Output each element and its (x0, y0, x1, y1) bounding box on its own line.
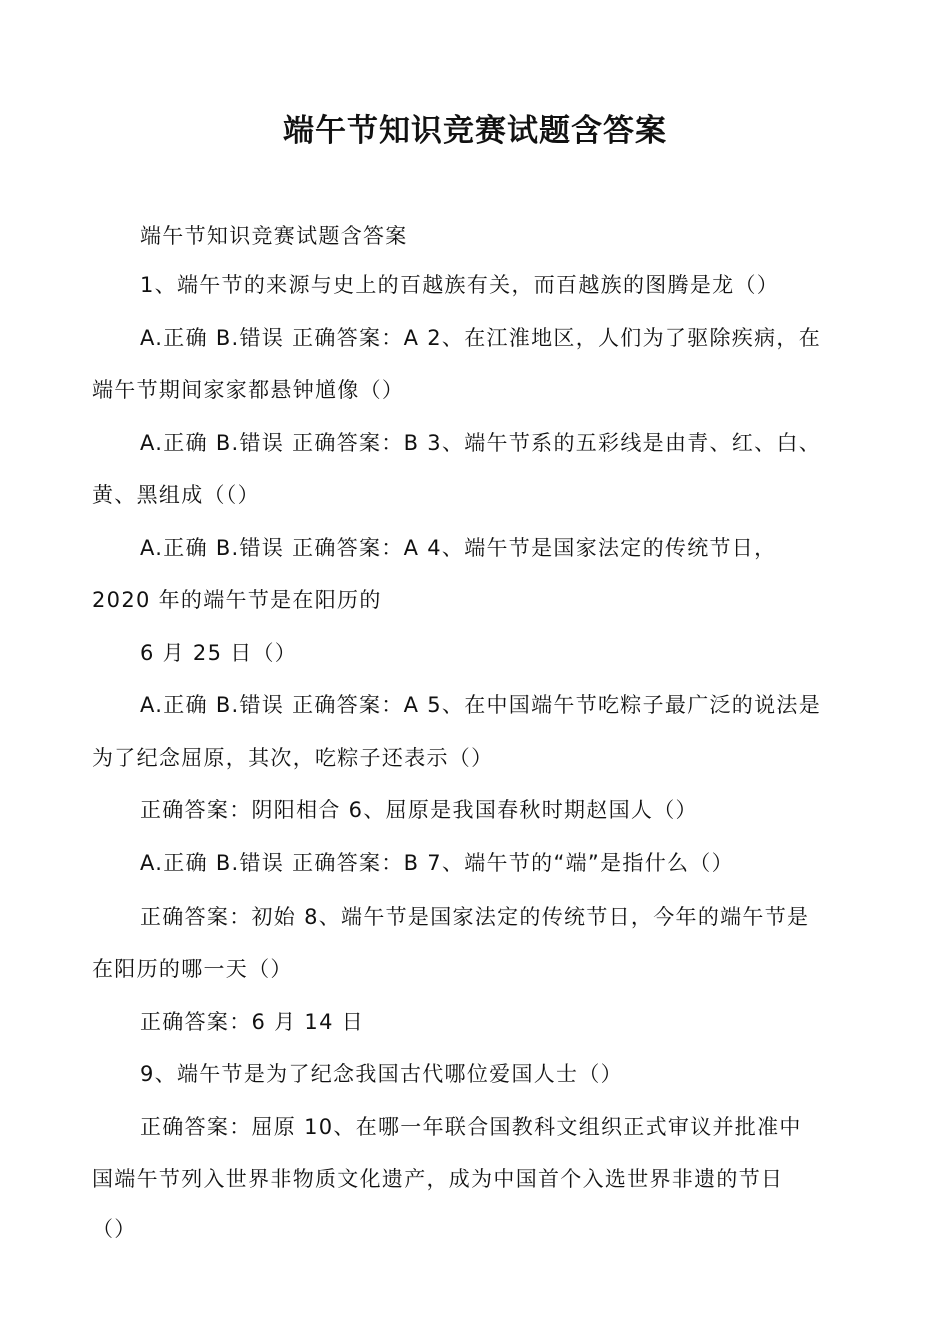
document-title: 端午节知识竞赛试题含答案 (283, 113, 667, 149)
question-9: 9、端午节是为了纪念我国古代哪位爱国人士（） (140, 1062, 623, 1086)
answer-7-question-8: 正确答案：初始 8、端午节是国家法定的传统节日，今年的端午节是 (140, 905, 810, 929)
answer-4-question-5: A.正确 B.错误 正确答案：A 5、在中国端午节吃粽子最广泛的说法是 (140, 693, 822, 717)
question-3-continued: 黄、黑组成（（） (92, 483, 260, 507)
question-1: 1、端午节的来源与史上的百越族有关，而百越族的图腾是龙（） (140, 273, 780, 297)
question-5-continued: 为了纪念屈原，其次，吃粽子还表示（） (92, 746, 494, 770)
subtitle-line: 端午节知识竞赛试题含答案 (140, 224, 408, 248)
question-10-end: （） (92, 1217, 137, 1241)
question-10-continued: 国端午节列入世界非物质文化遗产，成为中国首个入选世界非遗的节日 (92, 1167, 784, 1191)
question-2-continued: 端午节期间家家都悬钟馗像（） (92, 378, 405, 402)
answer-9-question-10: 正确答案：屈原 10、在哪一年联合国教科文组织正式审议并批准中 (140, 1115, 802, 1139)
answer-2-question-3: A.正确 B.错误 正确答案：B 3、端午节系的五彩线是由青、红、白、 (140, 431, 822, 455)
answer-6-question-7: A.正确 B.错误 正确答案：B 7、端午节的“端”是指什么（） (140, 851, 734, 875)
answer-3-question-4: A.正确 B.错误 正确答案：A 4、端午节是国家法定的传统节日， (140, 536, 777, 560)
answer-1-question-2: A.正确 B.错误 正确答案：A 2、在江淮地区，人们为了驱除疾病，在 (140, 326, 822, 350)
question-4-date: 6 月 25 日（） (140, 641, 298, 665)
answer-5-question-6: 正确答案：阴阳相合 6、屈原是我国春秋时期赵国人（） (140, 798, 698, 822)
question-8-continued: 在阳历的哪一天（） (92, 957, 293, 981)
answer-8: 正确答案：6 月 14 日 (140, 1010, 365, 1034)
question-4-continued: 2020 年的端午节是在阳历的 (92, 588, 382, 612)
